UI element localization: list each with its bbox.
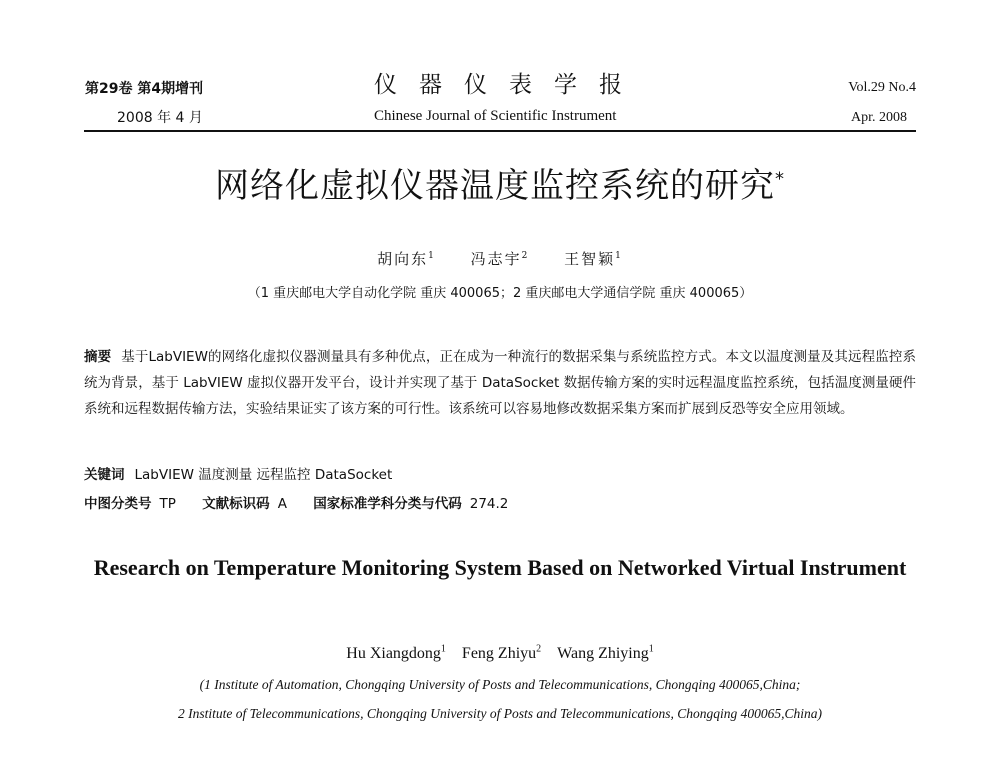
author-zh bbox=[471, 250, 530, 268]
paper-title-zh bbox=[0, 158, 1000, 207]
header-rule bbox=[84, 130, 916, 132]
title-zh-text: 网络化虚拟仪器温度监控系统的研究 bbox=[215, 166, 775, 206]
author-affil-mark: 1 bbox=[428, 251, 436, 261]
authors-en bbox=[0, 644, 1000, 663]
author-zh bbox=[564, 250, 623, 268]
affiliation-en-2: 2 Institute of Telecommunications, Chongqing University of Posts and Telecommunications, Chongqing 400065,China) bbox=[178, 706, 822, 721]
abstract-label: 摘要 bbox=[84, 349, 112, 365]
author-affil-mark: 1 bbox=[615, 251, 623, 261]
abstract-zh bbox=[84, 344, 916, 422]
journal-name-en: Chinese Journal of Scientific Instrument bbox=[374, 108, 617, 124]
author-en bbox=[346, 645, 446, 662]
author-zh bbox=[377, 250, 436, 268]
author-name: 胡向东 bbox=[377, 250, 429, 268]
authors-zh bbox=[0, 248, 1000, 269]
author-name: Hu Xiangdong bbox=[346, 645, 441, 663]
volume-issue-en: Vol.29 No.4 bbox=[848, 80, 916, 95]
affiliation-zh: （1 重庆邮电大学自动化学院 重庆 400065；2 重庆邮电大学通信学院 重庆 400065） bbox=[247, 286, 753, 301]
running-header bbox=[0, 0, 1000, 140]
author-affil-mark: 2 bbox=[536, 644, 542, 655]
std-code-label: 国家标准学科分类与代码 bbox=[313, 496, 462, 512]
author-affil-mark: 1 bbox=[440, 644, 446, 655]
abstract-text: 基于LabVIEW的网络化虚拟仪器测量具有多种优点，正在成为一种流行的数据采集与系统监控方式。本文以温度测量及其远程监控系统为背景，基于 LabVIEW 虚拟仪器开发平台，设计并实现了基于 DataSocket 数据传输方案的实时远程温度监控系统，包括温度测量硬件系统和远程数据传输方法，实验结果证实了该方案的可行性。该系统可以容易地修改数据采集方案而扩展到反恐等安全应用领域。 bbox=[84, 349, 916, 417]
author-name: 冯志宇 bbox=[470, 250, 522, 268]
author-name: 王智颖 bbox=[564, 250, 616, 268]
author-en bbox=[557, 645, 654, 662]
keywords-label: 关键词 bbox=[84, 467, 125, 483]
classification-line bbox=[84, 492, 530, 512]
volume-issue-zh: 第29卷 第4期增刊 bbox=[85, 81, 204, 97]
std-code-value: 274.2 bbox=[469, 496, 509, 512]
doc-code-label: 文献标识码 bbox=[202, 496, 270, 512]
date-zh: 2008 年 4 月 bbox=[117, 110, 203, 126]
author-affil-mark: 2 bbox=[521, 251, 530, 261]
author-name: Wang Zhiying bbox=[557, 645, 649, 663]
paper-title-en: Research on Temperature Monitoring System Based on Networked Virtual Instrument bbox=[93, 555, 907, 580]
author-affil-mark: 1 bbox=[648, 644, 654, 655]
keywords-text: LabVIEW 温度测量 远程监控 DataSocket bbox=[134, 467, 393, 483]
date-en: Apr. 2008 bbox=[851, 110, 907, 125]
clc-value: TP bbox=[159, 496, 176, 512]
keywords-zh bbox=[84, 463, 392, 483]
title-footnote-mark: * bbox=[775, 168, 785, 190]
doc-code-value: A bbox=[277, 496, 287, 512]
author-en bbox=[462, 645, 541, 662]
journal-name-zh: 仪器仪表学报 bbox=[374, 72, 644, 98]
author-name: Feng Zhiyu bbox=[461, 645, 537, 663]
affiliation-en-1: (1 Institute of Automation, Chongqing University of Posts and Telecommunications, Chongqing 400065,China; bbox=[199, 677, 801, 692]
clc-label: 中图分类号 bbox=[84, 496, 152, 512]
